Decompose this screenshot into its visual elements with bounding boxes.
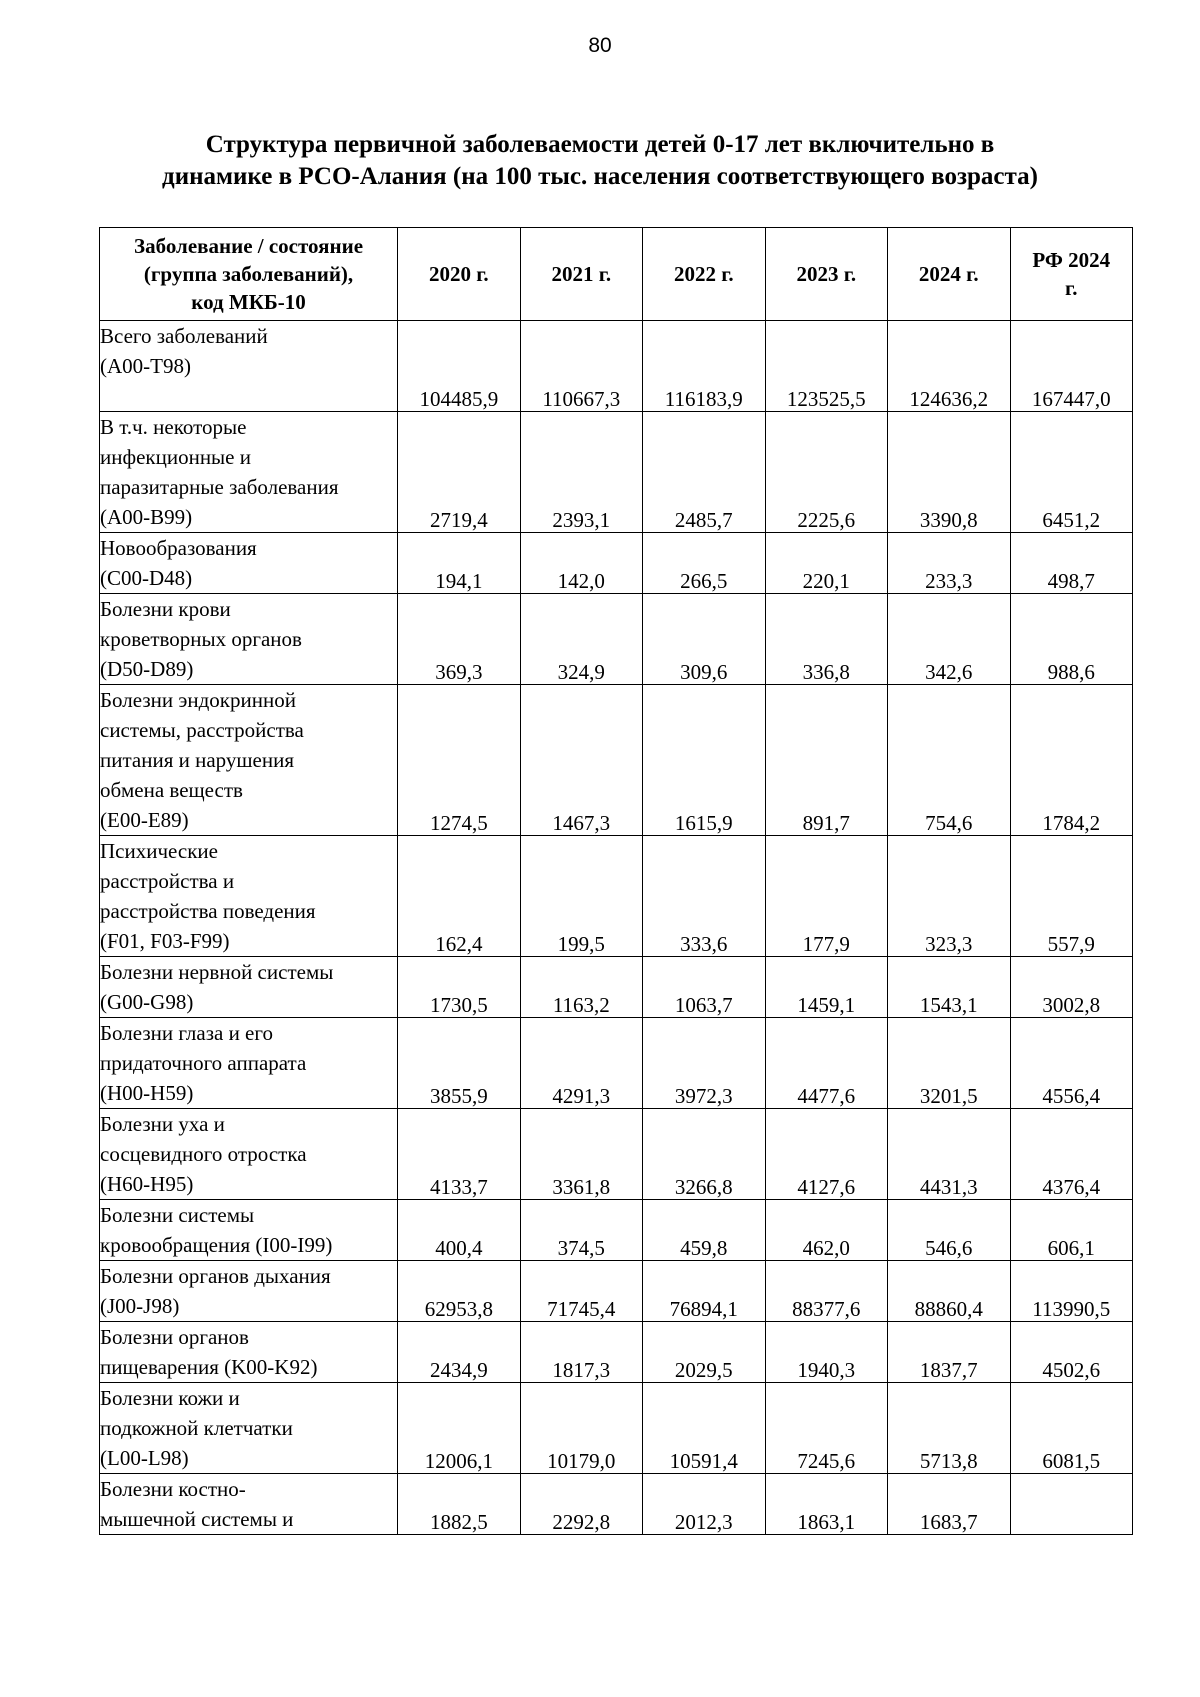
table-header-row xyxy=(100,228,1133,321)
value-2020: 12006,1 xyxy=(398,1383,520,1474)
header-disease: Заболевание / состояние (группа заболеваний), код МКБ-10 xyxy=(100,228,398,321)
table-row xyxy=(100,1018,1133,1109)
value-2022: 2012,3 xyxy=(643,1474,765,1535)
disease-name-cell xyxy=(100,1200,398,1261)
disease-name-cell xyxy=(100,533,398,594)
disease-name-line: Болезни эндокринной xyxy=(100,688,296,712)
disease-name-line: Болезни органов дыхания xyxy=(100,1264,331,1288)
value-2020: 400,4 xyxy=(398,1200,520,1261)
value-2023: 220,1 xyxy=(765,533,887,594)
disease-name-line: инфекционные и xyxy=(100,445,251,469)
value-2020: 162,4 xyxy=(398,836,520,957)
value-rf-2024: 167447,0 xyxy=(1010,321,1133,412)
value-2020: 1730,5 xyxy=(398,957,520,1018)
value-2023: 1940,3 xyxy=(765,1322,887,1383)
value-2020: 2719,4 xyxy=(398,412,520,533)
disease-name-line: придаточного аппарата xyxy=(100,1051,307,1075)
disease-name-cell xyxy=(100,1109,398,1200)
value-2020: 1274,5 xyxy=(398,685,520,836)
header-2022: 2022 г. xyxy=(643,228,765,321)
value-2022: 10591,4 xyxy=(643,1383,765,1474)
disease-name-cell xyxy=(100,1474,398,1535)
value-2022: 2485,7 xyxy=(643,412,765,533)
value-rf-2024 xyxy=(1010,1474,1133,1535)
disease-name-line: Новообразования xyxy=(100,536,257,560)
table-row xyxy=(100,1200,1133,1261)
value-rf-2024: 4376,4 xyxy=(1010,1109,1133,1200)
header-2021: 2021 г. xyxy=(520,228,642,321)
value-rf-2024: 988,6 xyxy=(1010,594,1133,685)
value-2020: 2434,9 xyxy=(398,1322,520,1383)
value-2022: 2029,5 xyxy=(643,1322,765,1383)
disease-name-cell xyxy=(100,412,398,533)
header-2023: 2023 г. xyxy=(765,228,887,321)
disease-name-line: подкожной клетчатки xyxy=(100,1416,293,1440)
value-rf-2024: 557,9 xyxy=(1010,836,1133,957)
value-rf-2024: 4502,6 xyxy=(1010,1322,1133,1383)
disease-name-line: (D50-D89) xyxy=(100,657,194,681)
value-2020: 1882,5 xyxy=(398,1474,520,1535)
disease-name-cell xyxy=(100,1383,398,1474)
table-row xyxy=(100,321,1133,412)
value-2021: 110667,3 xyxy=(520,321,642,412)
disease-name-line: расстройства поведения xyxy=(100,899,316,923)
table-row xyxy=(100,412,1133,533)
value-rf-2024: 4556,4 xyxy=(1010,1018,1133,1109)
value-2024: 1837,7 xyxy=(888,1322,1010,1383)
value-2021: 4291,3 xyxy=(520,1018,642,1109)
disease-name-line: Болезни глаза и его xyxy=(100,1021,273,1045)
morbidity-table xyxy=(99,227,1133,1535)
disease-name-line: Болезни кожи и xyxy=(100,1386,240,1410)
title-line-1: Структура первичной заболеваемости детей 0-17 лет включительно в xyxy=(205,131,995,158)
disease-name-line: Болезни крови xyxy=(100,597,231,621)
value-2022: 1063,7 xyxy=(643,957,765,1018)
value-2024: 3390,8 xyxy=(888,412,1010,533)
disease-name-line: паразитарные заболевания xyxy=(100,475,339,499)
disease-name-line: (C00-D48) xyxy=(100,566,193,590)
value-2023: 4477,6 xyxy=(765,1018,887,1109)
disease-name-line: Болезни костно- xyxy=(100,1477,246,1501)
value-2021: 1163,2 xyxy=(520,957,642,1018)
value-2021: 374,5 xyxy=(520,1200,642,1261)
disease-name-line: (F01, F03-F99) xyxy=(100,929,230,953)
disease-name-line: системы, расстройства xyxy=(100,718,304,742)
disease-name-line: кроветворных органов xyxy=(100,627,302,651)
value-2020: 4133,7 xyxy=(398,1109,520,1200)
value-2021: 10179,0 xyxy=(520,1383,642,1474)
table-row xyxy=(100,1474,1133,1535)
table-row xyxy=(100,533,1133,594)
disease-name-line: пищеварения (K00-K92) xyxy=(100,1355,318,1379)
value-2023: 1863,1 xyxy=(765,1474,887,1535)
value-2023: 177,9 xyxy=(765,836,887,957)
disease-name-line: (A00-B99) xyxy=(100,505,193,529)
disease-name-cell xyxy=(100,1261,398,1322)
disease-name-line: (A00-T98) xyxy=(100,354,191,378)
disease-name-line: сосцевидного отростка xyxy=(100,1142,307,1166)
value-2021: 3361,8 xyxy=(520,1109,642,1200)
value-2020: 3855,9 xyxy=(398,1018,520,1109)
value-2024: 323,3 xyxy=(888,836,1010,957)
value-rf-2024: 113990,5 xyxy=(1010,1261,1133,1322)
value-2021: 2292,8 xyxy=(520,1474,642,1535)
disease-name-cell xyxy=(100,957,398,1018)
value-2024: 88860,4 xyxy=(888,1261,1010,1322)
value-2023: 4127,6 xyxy=(765,1109,887,1200)
value-2022: 76894,1 xyxy=(643,1261,765,1322)
value-2020: 194,1 xyxy=(398,533,520,594)
disease-name-line xyxy=(100,381,397,411)
disease-name-line: мышечной системы и xyxy=(100,1507,294,1531)
value-2021: 324,9 xyxy=(520,594,642,685)
disease-name-line: (H00-H59) xyxy=(100,1081,194,1105)
disease-name-cell xyxy=(100,594,398,685)
value-2021: 142,0 xyxy=(520,533,642,594)
disease-name-cell xyxy=(100,1322,398,1383)
header-2020: 2020 г. xyxy=(398,228,520,321)
disease-name-cell xyxy=(100,321,398,412)
disease-name-cell xyxy=(100,685,398,836)
value-2021: 2393,1 xyxy=(520,412,642,533)
value-2022: 3972,3 xyxy=(643,1018,765,1109)
disease-name-line: (H60-H95) xyxy=(100,1172,194,1196)
value-2022: 459,8 xyxy=(643,1200,765,1261)
disease-name-line: Болезни нервной системы xyxy=(100,960,334,984)
value-2024: 124636,2 xyxy=(888,321,1010,412)
document-title xyxy=(60,129,1140,193)
value-2024: 4431,3 xyxy=(888,1109,1010,1200)
disease-name-line: В т.ч. некоторые xyxy=(100,415,247,439)
value-2022: 333,6 xyxy=(643,836,765,957)
table-row xyxy=(100,1383,1133,1474)
value-2023: 88377,6 xyxy=(765,1261,887,1322)
page-number: 80 xyxy=(588,34,612,57)
value-2022: 309,6 xyxy=(643,594,765,685)
value-2024: 1543,1 xyxy=(888,957,1010,1018)
value-2021: 71745,4 xyxy=(520,1261,642,1322)
value-2020: 104485,9 xyxy=(398,321,520,412)
value-2024: 754,6 xyxy=(888,685,1010,836)
disease-name-line: Психические xyxy=(100,839,218,863)
value-2023: 123525,5 xyxy=(765,321,887,412)
value-2023: 2225,6 xyxy=(765,412,887,533)
header-rf-2024: РФ 2024 г. xyxy=(1010,228,1133,321)
disease-name-line: кровообращения (I00-I99) xyxy=(100,1233,333,1257)
disease-name-line: (E00-E89) xyxy=(100,808,189,832)
value-2023: 336,8 xyxy=(765,594,887,685)
value-2022: 3266,8 xyxy=(643,1109,765,1200)
value-2023: 462,0 xyxy=(765,1200,887,1261)
value-2024: 1683,7 xyxy=(888,1474,1010,1535)
value-2020: 62953,8 xyxy=(398,1261,520,1322)
table-row xyxy=(100,594,1133,685)
value-2023: 7245,6 xyxy=(765,1383,887,1474)
disease-name-line: Болезни органов xyxy=(100,1325,249,1349)
value-rf-2024: 498,7 xyxy=(1010,533,1133,594)
value-rf-2024: 6081,5 xyxy=(1010,1383,1133,1474)
value-rf-2024: 3002,8 xyxy=(1010,957,1133,1018)
table-row xyxy=(100,836,1133,957)
disease-name-line: обмена веществ xyxy=(100,778,243,802)
value-2021: 1467,3 xyxy=(520,685,642,836)
title-line-2: динамике в РСО-Алания (на 100 тыс. населения соответствующего возраста) xyxy=(162,163,1038,190)
table-row xyxy=(100,1322,1133,1383)
value-2020: 369,3 xyxy=(398,594,520,685)
value-2021: 1817,3 xyxy=(520,1322,642,1383)
value-2024: 546,6 xyxy=(888,1200,1010,1261)
disease-name-line: (J00-J98) xyxy=(100,1294,180,1318)
disease-name-line: Болезни уха и xyxy=(100,1112,225,1136)
disease-name-line: расстройства и xyxy=(100,869,235,893)
disease-name-line: Всего заболеваний xyxy=(100,324,268,348)
value-2024: 3201,5 xyxy=(888,1018,1010,1109)
value-2022: 116183,9 xyxy=(643,321,765,412)
disease-name-line: питания и нарушения xyxy=(100,748,295,772)
value-rf-2024: 6451,2 xyxy=(1010,412,1133,533)
table-row xyxy=(100,957,1133,1018)
value-2024: 5713,8 xyxy=(888,1383,1010,1474)
value-2022: 266,5 xyxy=(643,533,765,594)
header-2024: 2024 г. xyxy=(888,228,1010,321)
value-2022: 1615,9 xyxy=(643,685,765,836)
table-row xyxy=(100,1109,1133,1200)
value-2024: 342,6 xyxy=(888,594,1010,685)
value-2021: 199,5 xyxy=(520,836,642,957)
disease-name-line: (G00-G98) xyxy=(100,990,194,1014)
disease-name-cell xyxy=(100,836,398,957)
disease-name-line: (L00-L98) xyxy=(100,1446,189,1470)
value-rf-2024: 1784,2 xyxy=(1010,685,1133,836)
disease-name-cell xyxy=(100,1018,398,1109)
table-row xyxy=(100,1261,1133,1322)
value-2023: 1459,1 xyxy=(765,957,887,1018)
value-2024: 233,3 xyxy=(888,533,1010,594)
disease-name-line: Болезни системы xyxy=(100,1203,255,1227)
table-row xyxy=(100,685,1133,836)
value-rf-2024: 606,1 xyxy=(1010,1200,1133,1261)
value-2023: 891,7 xyxy=(765,685,887,836)
